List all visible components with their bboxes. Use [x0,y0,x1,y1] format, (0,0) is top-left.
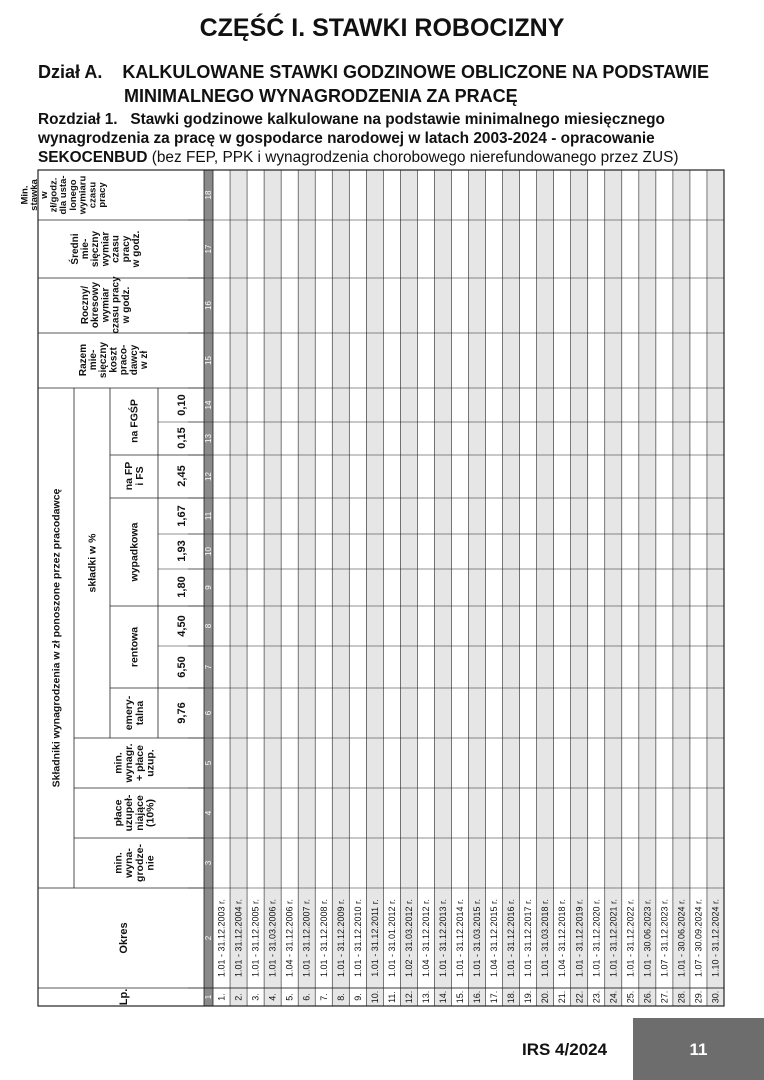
header-rentowa: rentowa [128,626,141,668]
row-okres: 1.04 - 31.12.2015 r. [489,898,500,978]
rate-fp-fs: 2,45 [175,465,188,487]
row-lp: 26. [642,990,653,1004]
row-okres: 1.01 - 31.12.2009 r. [335,898,346,978]
row-okres: 1.01 - 31.12.2017 r. [523,898,534,978]
data-row-shade [264,170,281,1006]
column-number: 1 [204,994,214,1000]
row-okres: 1.01 - 31.12.2016 r. [506,898,517,978]
header-fp-fs: na FPi FS [123,461,146,491]
column-number: 14 [204,400,214,410]
data-row-shade [571,170,588,1006]
row-lp: 10. [369,990,380,1004]
row-okres: 1.01 - 31.12.2011 r. [369,899,380,977]
data-row-shade [537,170,554,1006]
data-row-shade [400,170,417,1006]
column-number: 2 [204,935,214,941]
row-okres: 1.04 - 31.12.2018 r. [557,898,568,978]
header-sredni-wymiar: Średnimie-sięcznywymiarczasupracyw godz. [69,230,142,268]
row-lp: 13. [420,990,431,1004]
row-okres: 1.01 - 31.12.2021 r. [608,898,619,978]
row-okres: 1.01 - 31.03.2018 r. [540,898,551,978]
rate-rentowa-2: 4,50 [175,615,188,637]
chapter-heading [38,110,738,167]
column-number: 10 [204,547,214,556]
row-lp: 4. [267,993,278,1001]
section-heading [38,60,738,108]
row-lp: 29. [693,990,704,1004]
chapter-note: (bez FEP, PPK i wynagrodzenia chorobowego nierefundowanego przez ZUS) [151,149,679,166]
row-okres: 1.01 - 30.06.2023 r. [642,898,653,978]
column-number: 9 [204,585,214,590]
column-number: 12 [204,472,214,481]
publication-label: IRS 4/2024 [522,1040,608,1059]
rates-table [19,170,728,1010]
column-number: 6 [204,710,214,716]
data-row-shade [366,170,383,1006]
header-okres: Okres [117,922,130,954]
row-lp: 12. [403,990,414,1004]
rate-fgsp-1: 0,15 [175,427,188,449]
row-okres: 1.07 - 31.12.2023 r. [659,898,670,978]
data-row-shade [673,170,690,1006]
row-lp: 28. [676,990,687,1004]
row-okres: 1.01 - 31.12.2013 r. [438,898,449,978]
header-min-wyn-place: min.wynagr.+ płaceuzup. [112,743,157,783]
column-number: 17 [204,244,214,254]
data-row-shade [469,170,486,1006]
row-lp: 2. [233,993,244,1001]
section-label: Dział A. [38,62,103,82]
header-fgsp: na FGŚP [128,399,141,443]
rate-fgsp-2: 0,10 [175,394,188,416]
row-lp: 22. [574,990,585,1004]
row-lp: 11. [386,991,397,1003]
row-okres: 1.07 - 30.09.2024 r. [693,898,704,978]
row-okres: 1.01 - 31.12.2003 r. [216,898,227,978]
row-okres: 1.01 - 31.12.2004 r. [233,898,244,978]
rate-wypadkowa-1: 1,80 [175,576,188,598]
row-okres: 1.01 - 31.12.2008 r. [318,898,329,978]
column-number: 11 [204,511,214,521]
row-lp: 5. [284,993,295,1001]
row-okres: 1.01 - 31.12.2014 r. [455,898,466,978]
row-lp: 25. [625,990,636,1004]
header-wypadkowa: wypadkowa [128,522,141,582]
row-lp: 21. [557,990,568,1004]
row-okres: 1.02 - 31.03.2012 r. [403,898,414,978]
page-title: CZĘŚĆ I. STAWKI ROBOCIZNY [199,14,565,42]
row-lp: 24. [608,990,619,1004]
row-lp: 8. [335,993,346,1001]
row-lp: 16. [472,990,483,1004]
rate-wypadkowa-2: 1,93 [175,540,188,562]
column-number: 16 [204,301,214,310]
section-title-line1: KALKULOWANE STAWKI GODZINOWE OBLICZONE NA PODSTAWIE [122,62,710,82]
data-row-shade [434,170,451,1006]
row-okres: 1.10 - 31.12.2024 r. [710,898,721,978]
chapter-brand: SEKOCENBUD [38,149,148,166]
row-lp: 17. [489,990,500,1004]
row-lp: 19. [523,990,534,1004]
row-lp: 7. [318,993,329,1001]
chapter-title-line1: Stawki godzinowe kalkulowane na podstawie minimalnego miesięcznego [130,111,665,128]
data-row-shade [230,170,247,1006]
header-min-stawka: Min.stawkawzł/godz.dla usta-lonegowymiaruczasupracy [19,175,108,215]
row-lp: 15. [455,990,466,1004]
row-okres: 1.01 - 31.12.2019 r. [574,898,585,978]
row-okres: 1.01 - 31.12.2007 r. [301,898,312,978]
row-okres: 1.01 - 30.06.2024 r. [676,898,687,978]
row-okres: 1.01 - 31.03.2015 r. [472,898,483,978]
data-row-shade [605,170,622,1006]
column-number: 5 [204,760,214,766]
column-number: 4 [204,810,214,816]
row-lp: 20. [540,990,551,1004]
header-roczny-wymiar: Roczny/okresowywymiarczasu pracyw godz. [80,276,132,334]
row-okres: 1.01 - 31.12.2020 r. [591,898,602,978]
data-row-shade [298,170,315,1006]
row-lp: 23. [591,990,602,1004]
chapter-label: Rozdział 1. [38,111,118,128]
header-skladniki-group: Składniki wynagrodzenia w zł ponoszone przez pracodawcę [50,488,63,788]
column-number: 15 [204,356,214,365]
page-number: 11 [689,1040,708,1059]
row-lp: 6. [301,993,312,1001]
header-emerytalna: emery-talna [123,695,146,731]
rate-rentowa-1: 6,50 [175,656,188,678]
row-okres: 1.01 - 31.12.2022 r. [625,898,636,978]
header-skladki-group: składki w % [86,533,99,593]
header-place-uzup: płaceuzupeł-niające(10%) [112,794,157,832]
rate-emerytalna: 9,76 [175,702,188,724]
data-row-shade [332,170,349,1006]
row-okres: 1.01 - 31.03.2006 r. [267,898,278,978]
header-razem-koszt: Razemmie-sięcznykosztpraco-dawcyw zł [77,341,150,379]
row-okres: 1.01 - 31.12.2010 r. [352,898,363,978]
data-row-shade [503,170,520,1006]
row-okres: 1.04 - 31.12.2006 r. [284,898,295,978]
row-lp: 14. [438,990,449,1004]
column-number: 13 [204,434,214,443]
column-number: 18 [204,190,214,200]
row-lp: 9. [352,993,363,1001]
rate-wypadkowa-3: 1,67 [175,505,188,527]
column-number: 7 [204,664,214,670]
row-lp: 30. [710,990,721,1004]
row-okres: 1.04 - 31.12.2012 r. [420,898,431,978]
row-okres: 1.01 - 31.12.2005 r. [250,898,261,978]
column-number: 8 [204,623,214,629]
data-row-shade [707,170,724,1006]
section-title-line2: MINIMALNEGO WYNAGRODZENIA ZA PRACĘ [124,86,518,106]
row-okres: 1.01 - 31.01.2012 r. [386,898,397,978]
header-lp: Lp. [117,988,130,1006]
header-min-wyn: min.wyna-grodze-nie [112,844,157,882]
column-number: 3 [204,860,214,866]
row-lp: 18. [506,990,517,1004]
data-row-shade [639,170,656,1006]
chapter-title-line2: wynagrodzenia za pracę w gospodarce narodowej w latach 2003-2024 - opracowanie [38,130,655,147]
row-lp: 1. [216,993,227,1001]
row-lp: 3. [250,993,261,1001]
row-lp: 27. [659,990,670,1004]
